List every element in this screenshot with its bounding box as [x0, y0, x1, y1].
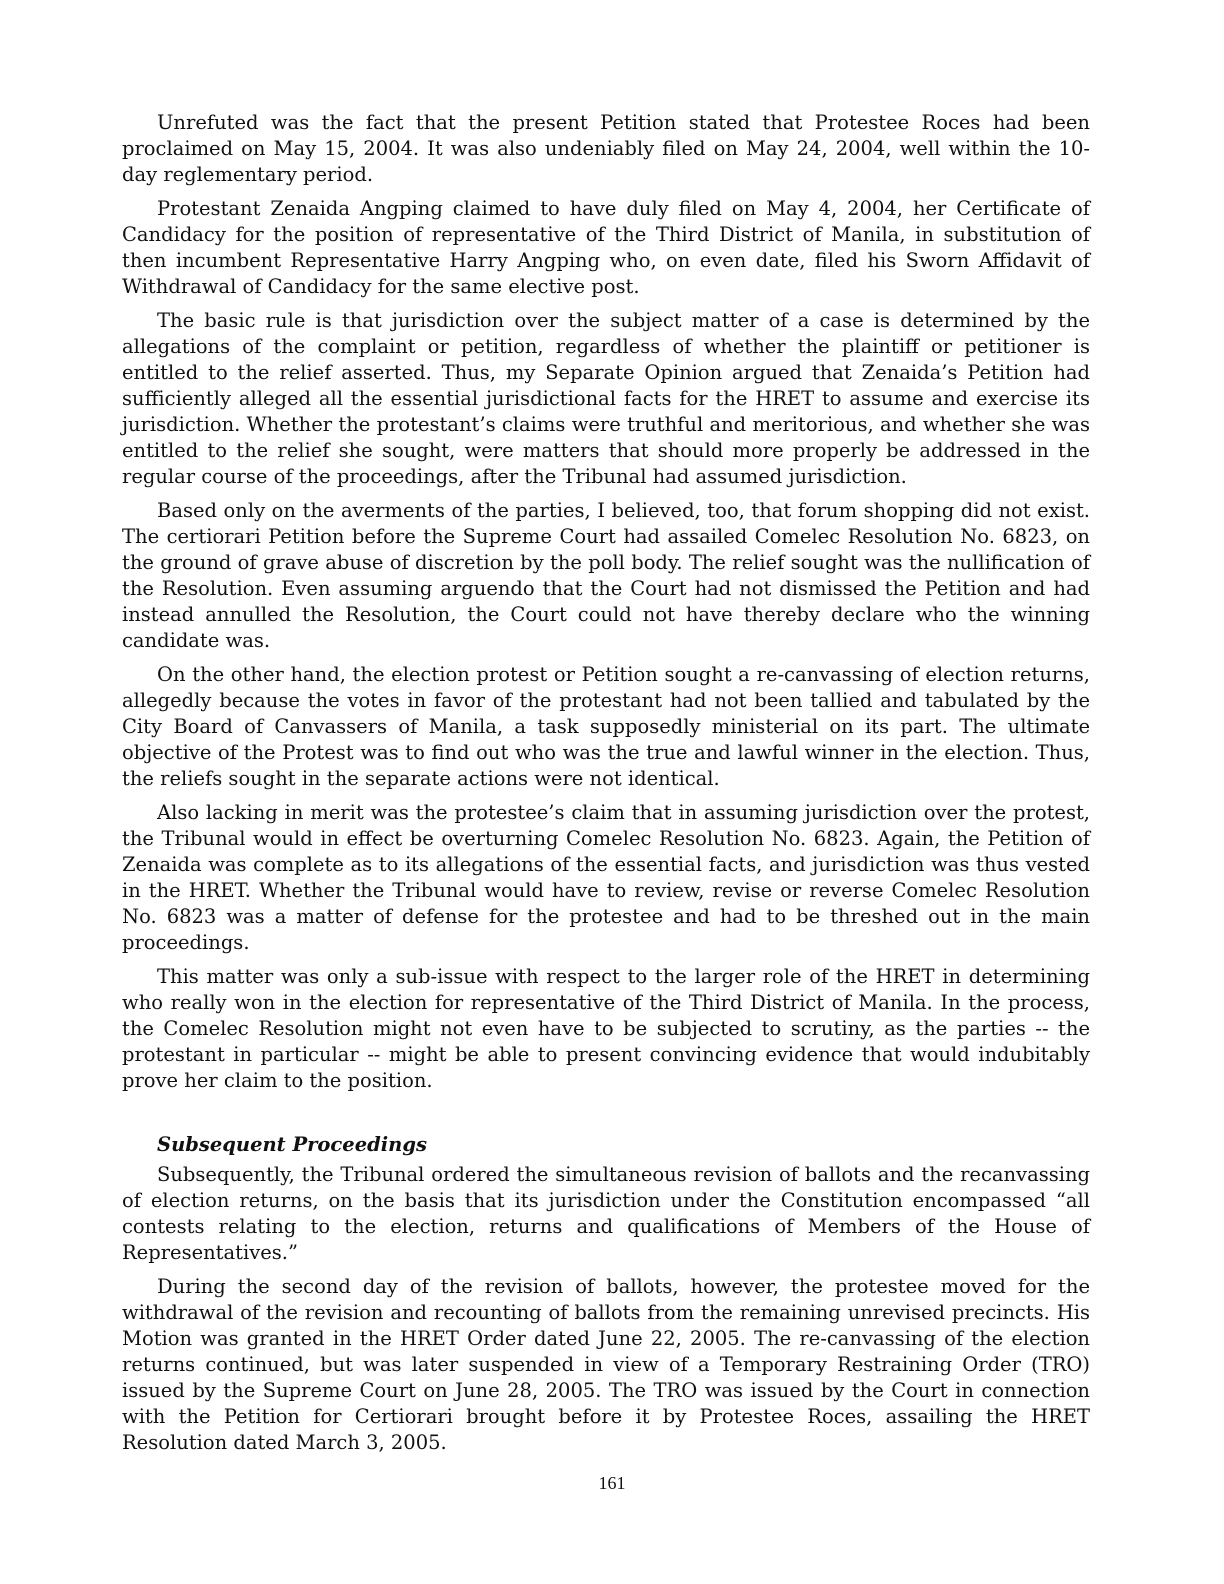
page-number: 161 — [598, 1473, 626, 1493]
paragraph-proclamation: Unrefuted was the fact that the present Petition stated that Protestee Roces had been proclaimed on May 15, 2004. It was also undeniably filed on May 24, 2004, well within the 10-day reglementary period. — [122, 111, 1090, 186]
paragraph-election-protest: On the other hand, the election protest or Petition sought a re-canvassing of election returns, allegedly because the votes in favor of the protestant had not been tallied and tabulated by the City Board of Canvassers of Manila, a task supposedly ministerial on its part. The ultimate objective of the Protest was to find out who was the true and lawful winner in the election. Thus, the reliefs sought in the separate actions were not identical. — [122, 663, 1090, 790]
paragraph-jurisdiction-rule: The basic rule is that jurisdiction over the subject matter of a case is determined by the allegations of the complaint or petition, regardless of whether the plaintiff or petitioner is entitled to the relief asserted. Thus, my Separate Opinion argued that Zenaida’s Petition had sufficiently alleged all the essential jurisdictional facts for the HRET to assume and exercise its jurisdiction. Whether the protestant’s claims were truthful and meritorious, and whether she was entitled to the relief she sought, were matters that should more properly be addressed in the regular course of the proceedings, after the Tribunal had assumed jurisdiction. — [122, 309, 1090, 488]
paragraph-revision-withdrawal: During the second day of the revision of ballots, however, the protestee moved for the withdrawal of the revision and recounting of ballots from the remaining unrevised precincts. His Motion was granted in the HRET Order dated June 22, 2005. The re-canvassing of the election returns continued, but was later suspended in view of a Temporary Restraining Order (TRO) issued by the Supreme Court on June 28, 2005. The TRO was issued by the Court in connection with the Petition for Certiorari brought before it by Protestee Roces, assailing the HRET Resolution dated March 3, 2005. — [122, 1275, 1090, 1454]
document-page — [122, 110, 1090, 1464]
paragraph-candidacy: Protestant Zenaida Angping claimed to have duly filed on May 4, 2004, her Certificate of Candidacy for the position of representative of the Third District of Manila, in substitution of then incumbent Representative Harry Angping who, on even date, filed his Sworn Affidavit of Withdrawal of Candidacy for the same elective post. — [122, 197, 1090, 298]
paragraph-forum-shopping: Based only on the averments of the parties, I believed, too, that forum shopping did not exist. The certiorari Petition before the Supreme Court had assailed Comelec Resolution No. 6823, on the ground of grave abuse of discretion by the poll body. The relief sought was the nullification of the Resolution. Even assuming arguendo that the Court had not dismissed the Petition and had instead annulled the Resolution, the Court could not have thereby declare who the winning candidate was. — [122, 499, 1090, 652]
section-heading: Subsequent Proceedings — [157, 1133, 427, 1156]
paragraph-sub-issue: This matter was only a sub-issue with respect to the larger role of the HRET in determining who really won in the election for representative of the Third District of Manila. In the process, the Comelec Resolution might not even have to be subjected to scrutiny, as the parties -- the protestant in particular -- might be able to present convincing evidence that would indubitably prove her claim to the position. — [122, 965, 1090, 1092]
paragraph-comelec-resolution: Also lacking in merit was the protestee’s claim that in assuming jurisdiction over the protest, the Tribunal would in effect be overturning Comelec Resolution No. 6823. Again, the Petition of Zenaida was complete as to its allegations of the essential facts, and jurisdiction was thus vested in the HRET. Whether the Tribunal would have to review, revise or reverse Comelec Resolution No. 6823 was a matter of defense for the protestee and had to be threshed out in the main proceedings. — [122, 801, 1090, 954]
paragraph-revision-order: Subsequently, the Tribunal ordered the simultaneous revision of ballots and the recanvassing of election returns, on the basis that its jurisdiction under the Constitution encompassed “all contests relating to the election, returns and qualifications of Members of the House of Representatives.” — [122, 1163, 1090, 1264]
